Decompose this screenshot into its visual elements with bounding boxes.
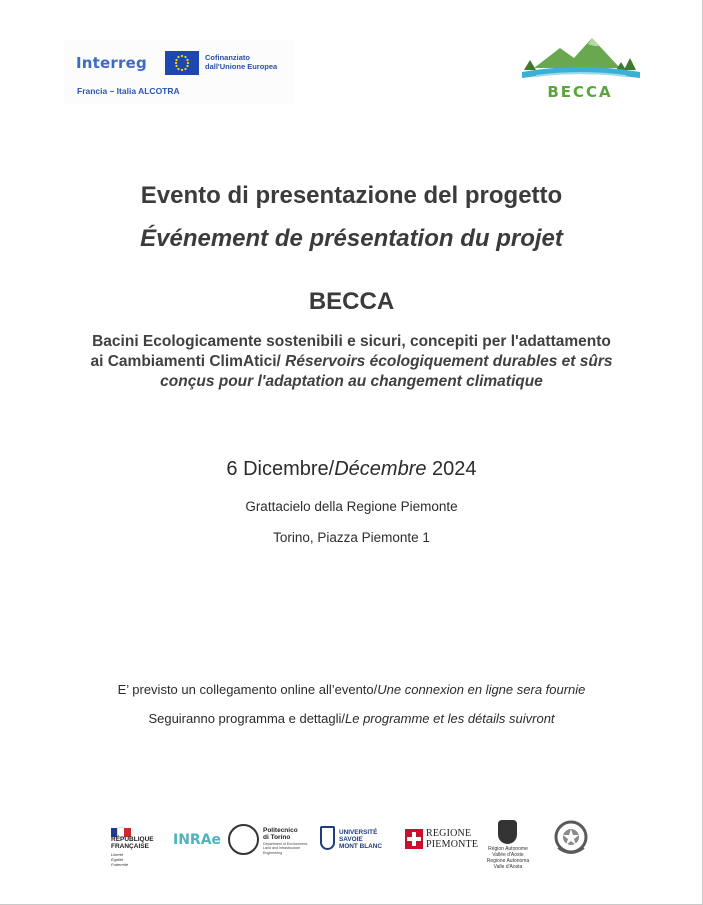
description-line-2: [0, 352, 703, 372]
piemonte-cross-icon: [405, 829, 423, 849]
polito-department: [263, 842, 308, 855]
usmb-logo: [320, 826, 386, 854]
polito-name: [263, 827, 298, 841]
programme-label: Francia – Italia ALCOTRA: [77, 86, 180, 96]
event-address: Torino, Piazza Piemonte 1: [273, 530, 430, 545]
becca-logo: [516, 34, 644, 104]
description-line-3-fr: conçus pour l'adaptation au changement climatique: [160, 373, 543, 390]
polito-dept-1: Department of Environment,: [263, 842, 308, 846]
vda-line-3: Regione Autonoma: [486, 858, 530, 864]
mountain-lake-icon: [516, 34, 644, 84]
description-line-2-fr: Réservoirs écologiquement durables et sûrs: [280, 353, 613, 370]
usmb-line-2: SAVOIE: [339, 836, 363, 843]
project-name: BECCA: [308, 288, 395, 315]
italian-emblem-icon: [552, 818, 590, 858]
program-note-it: Seguiranno programma e dettagli/: [148, 711, 345, 726]
republique-text: [111, 836, 154, 850]
cofinance-line-1: Cofinanziato: [205, 53, 250, 62]
motto-liberte: Liberté: [111, 852, 124, 857]
interreg-wordmark: Interreg: [76, 54, 147, 72]
usmb-line-1: UNIVERSITÉ: [339, 829, 378, 836]
republique-line-2: FRANÇAISE: [111, 843, 149, 850]
polito-line-1: Politecnico: [263, 827, 298, 834]
motto-egalite: Égalité: [111, 857, 124, 862]
cofinance-line-2: dall'Unione Europea: [205, 62, 278, 71]
project-description: [0, 332, 703, 392]
vda-crest-icon: [498, 820, 517, 844]
valle-aosta-logo: [482, 820, 534, 874]
online-note: [0, 682, 703, 697]
piemonte-line-2: PIEMONTE: [426, 838, 479, 850]
date-year: 2024: [426, 458, 477, 480]
repubblica-italiana-emblem: [552, 818, 590, 858]
description-line-3: [0, 372, 703, 392]
piemonte-text: [426, 829, 478, 850]
event-venue: Grattacielo della Regione Piemonte: [245, 499, 458, 514]
online-note-it: E’ previsto un collegamento online all’evento/: [117, 682, 378, 697]
piemonte-line-1: REGIONE: [426, 828, 472, 839]
online-note-fr: Une connexion en ligne sera fournie: [377, 682, 586, 697]
republique-motto: [111, 852, 128, 867]
description-line-2-it: ai Cambiamenti ClimAtici/: [90, 353, 281, 370]
inrae-logo: INRAe: [173, 832, 222, 848]
polito-seal-icon: [228, 824, 259, 855]
french-flag-icon: [111, 824, 131, 833]
title-italian: Evento di presentazione del progetto: [140, 182, 563, 209]
vda-line-4: Valle d'Aosta: [493, 864, 523, 870]
becca-logo-label: BECCA: [547, 83, 613, 101]
polito-dept-2: Land and Infrastructure: [263, 846, 301, 851]
date-day: 6 Dicembre/: [226, 458, 335, 480]
polito-dept-3: Engineering: [263, 850, 283, 855]
eu-flag-icon: [165, 51, 199, 75]
description-line-1: Bacini Ecologicamente sostenibili e sicuri, concepiti per l'adattamento: [92, 333, 611, 350]
polito-logo: [228, 824, 310, 858]
vda-text: [482, 846, 534, 870]
usmb-text: [339, 829, 382, 850]
program-note-fr: Le programme et les détails suivront: [345, 711, 555, 726]
interreg-logo: [64, 40, 294, 104]
vda-line-2: Vallée d'Aoste: [492, 852, 524, 858]
usmb-line-3: MONT BLANC: [339, 843, 382, 850]
regione-piemonte-logo: [405, 828, 479, 852]
republique-francaise-logo: [111, 824, 161, 868]
polito-line-2: di Torino: [263, 834, 291, 841]
date-month-fr: Décembre: [334, 458, 427, 480]
cofinance-text: [205, 53, 277, 71]
program-note: [0, 711, 703, 726]
title-french: Événement de présentation du projet: [140, 225, 563, 252]
republique-line-1: RÉPUBLIQUE: [111, 836, 154, 843]
motto-fraternite: Fraternité: [111, 862, 129, 867]
vda-line-1: Région Autonome: [488, 846, 528, 852]
usmb-shield-icon: [320, 826, 335, 850]
event-date: [0, 458, 703, 481]
